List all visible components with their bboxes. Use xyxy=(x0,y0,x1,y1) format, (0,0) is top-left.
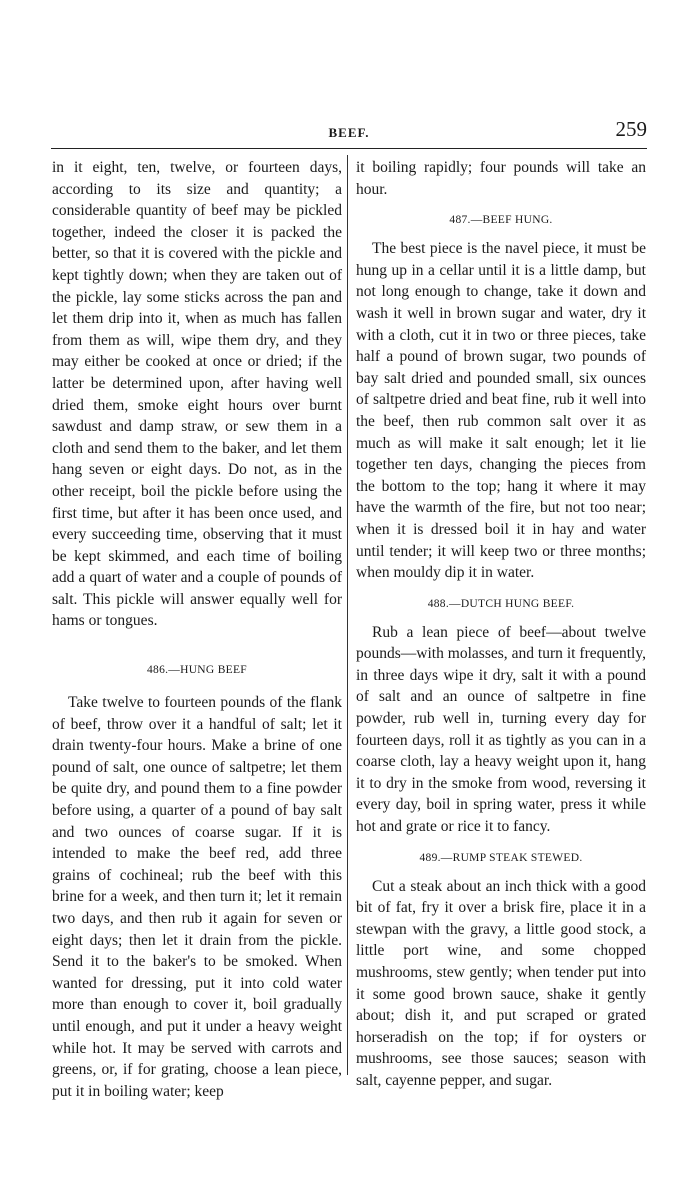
continued-paragraph: it boiling rapidly; four pounds will take an hour. xyxy=(356,159,646,198)
recipe-text-489: Cut a steak about an inch thick with a good bit of fat, fry it over a brisk fire, place it in a stewpan with the gravy, a little good stock, a little port wine, and some chopped mushrooms, stew gently; when tender put into it some good brown sauce, shake it gently about; dish it, and put scraped or grated horseradish on the top; if for oysters or mushrooms, see those sauces; season with salt, cayenne pepper, and sugar. xyxy=(356,877,646,1089)
recipe-text-486: Take twelve to fourteen pounds of the flank of beef, throw over it a handful of salt; let it drain twenty-four hours. Make a brine of one pound of salt, one ounce of saltpetre; let them be quite dry, and pound them to a fine powder before using, a quarter of a pound of bay salt and two ounces of coarse sugar. If it is intended to make the beef red, add three grains of cochineal; rub the beef with this brine for a week, and then turn it; let it remain two days, and then rub it again for seven or eight days; then let it drain from the pickle. Send it to the baker's to be smoked. When wanted for dressing, put it into cold water more than enough to cover it, boil gradually until enough, and put it under a heavy weight while hot. It may be served with carrots and greens, or, if for grating, choose a lean piece, put it in boiling water; keep xyxy=(52,694,342,1100)
recipe-heading-488: 488.—DUTCH HUNG BEEF. xyxy=(427,597,575,610)
recipe-heading-486: 486.—HUNG BEEF xyxy=(146,664,248,677)
header-rule xyxy=(51,148,647,149)
running-head xyxy=(51,117,647,145)
running-title: BEEF. xyxy=(328,125,370,140)
recipe-heading-489: 489.—RUMP STEAK STEWED. xyxy=(419,851,583,864)
continued-paragraph: in it eight, ten, twelve, or fourteen days, according to its size and quantity; a considerable quantity of beef may be pickled together, indeed the closer it is packed the better, so that it is covered with the pickle and kept tightly down; when they are taken out of the pickle, lay some sticks across the pan and let them drip into it, when as much has fallen from them as will, wipe them dry, and they may either be cooked at once or dried; if the latter be determined upon, after having well dried them, smoke eight hours over burnt sawdust and damp straw, or sew them in a cloth and send them to the baker, and let them hang seven or eight days. Do not, as in the other receipt, boil the pickle before using the first time, but after it has been once used, and every succeeding time, observing that it must be kept skimmed, and each time of boiling add a quart of water and a couple of pounds of salt. This pickle will answer equally well for hams or tongues. xyxy=(52,159,342,630)
left-column xyxy=(52,157,342,1102)
recipe-text-488: Rub a lean piece of beef—about twelve pounds—with molasses, and turn it frequently, in three days wipe it dry, salt it with a pound of salt and an ounce of saltpetre in fine powder, rub well in, turning every day for fourteen days, roll it as tightly as you can in a coarse cloth, lay a heavy weight upon it, hang it to dry in the smoke from wood, reversing it every day, boil in spring water, press it while hot and grate or rice it to fancy. xyxy=(356,623,646,836)
page-number: 259 xyxy=(615,117,647,141)
recipe-text-487: The best piece is the navel piece, it must be hung up in a cellar until it is a little damp, but not long enough to change, take it down and wash it well in brown sugar and water, dry it with a cloth, cut it in two or three pieces, take half a pound of brown sugar, two pounds of bay salt dried and pounded small, six ounces of saltpetre dried and beat fine, rub it well into the beef, then rub common salt over it as much as will make it salt enough; let it lie together ten days, changing the pieces from the bottom to the top; hang it where it may have the warmth of the fire, but not too near; when it is dressed boil it in hay and water until tender; it will keep two or three months; when mouldy dip it in water. xyxy=(356,240,646,582)
recipe-heading-487: 487.—BEEF HUNG. xyxy=(449,214,553,227)
column-divider xyxy=(347,155,348,1075)
right-column xyxy=(356,157,646,1092)
